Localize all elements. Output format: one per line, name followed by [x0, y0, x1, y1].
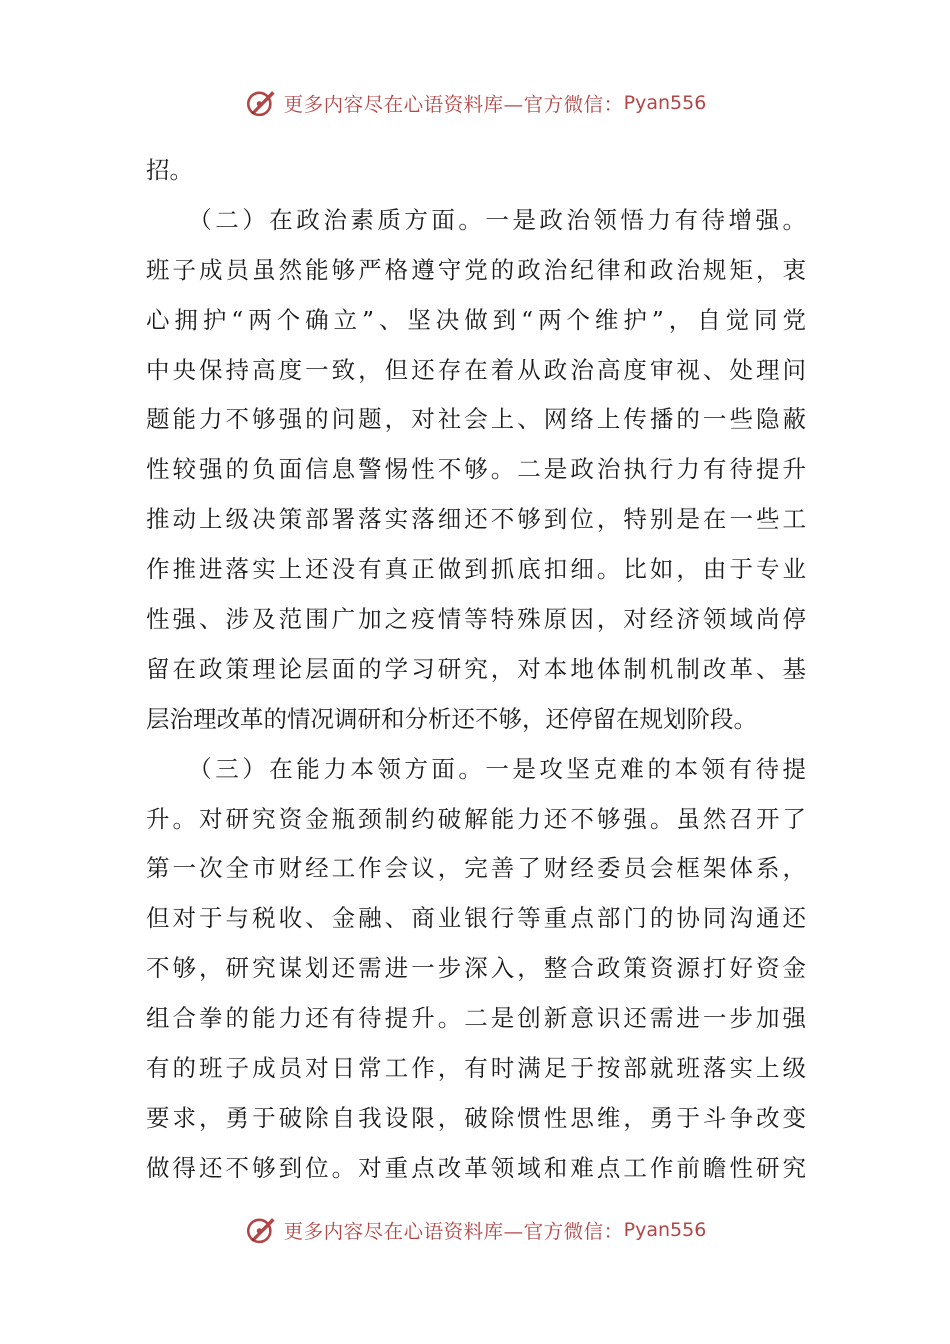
text-line: 组合拳的能力还有待提升。二是创新意识还需进一步加强 [146, 1004, 806, 1033]
text-line: 心拥护“两个确立”、坚决做到“两个维护”，自觉同党 [146, 305, 806, 334]
watermark-text: 更多内容尽在心语资料库—官方微信： [283, 93, 624, 116]
text-line: 性强、涉及范围广加之疫情等特殊原因，对经济领域尚停 [146, 605, 806, 634]
text-line: 第一次全市财经工作会议，完善了财经委员会框架体系， [146, 854, 806, 883]
quill-pen-logo-icon [244, 86, 278, 120]
text-line: 作推进落实上还没有真正做到抓底扣细。比如，由于专业 [146, 555, 806, 584]
text-line: 不够，研究谋划还需进一步深入，整合政策资源打好资金 [146, 954, 806, 983]
text-line: 推动上级决策部署落实落细还不够到位，特别是在一些工 [146, 505, 806, 534]
text-line: 有的班子成员对日常工作，有时满足于按部就班落实上级 [146, 1054, 806, 1083]
text-line: 留在政策理论层面的学习研究，对本地体制机制改革、基 [146, 654, 806, 683]
text-line: 升。对研究资金瓶颈制约破解能力还不够强。虽然召开了 [146, 804, 806, 833]
watermark-wechat-id: Pyan556 [623, 92, 707, 114]
text-line: 但对于与税收、金融、商业银行等重点部门的协同沟通还 [146, 904, 806, 933]
text-line: （三）在能力本领方面。一是攻坚克难的本领有待提 [146, 754, 806, 783]
text-line: 中央保持高度一致，但还存在着从政治高度审视、处理问 [146, 355, 806, 384]
watermark-footer [0, 1208, 950, 1252]
text-line: 做得还不够到位。对重点改革领域和难点工作前瞻性研究 [146, 1153, 806, 1182]
text-line: 招。 [146, 156, 193, 184]
watermark-wechat-id: Pyan556 [623, 1219, 707, 1241]
watermark-text: 更多内容尽在心语资料库—官方微信： [283, 1220, 624, 1243]
watermark-header [0, 81, 950, 125]
text-line: （二）在政治素质方面。一是政治领悟力有待增强。 [146, 205, 806, 234]
text-line: 班子成员虽然能够严格遵守党的政治纪律和政治规矩，衷 [146, 255, 806, 284]
document-body [146, 146, 806, 1194]
text-line: 要求，勇于破除自我设限，破除惯性思维，勇于斗争改变 [146, 1103, 806, 1132]
text-line: 题能力不够强的问题，对社会上、网络上传播的一些隐蔽 [146, 405, 806, 434]
text-line: 性较强的负面信息警惕性不够。二是政治执行力有待提升 [146, 455, 806, 484]
quill-pen-logo-icon [244, 1213, 278, 1247]
text-line: 层治理改革的情况调研和分析还不够，还停留在规划阶段。 [146, 704, 757, 733]
